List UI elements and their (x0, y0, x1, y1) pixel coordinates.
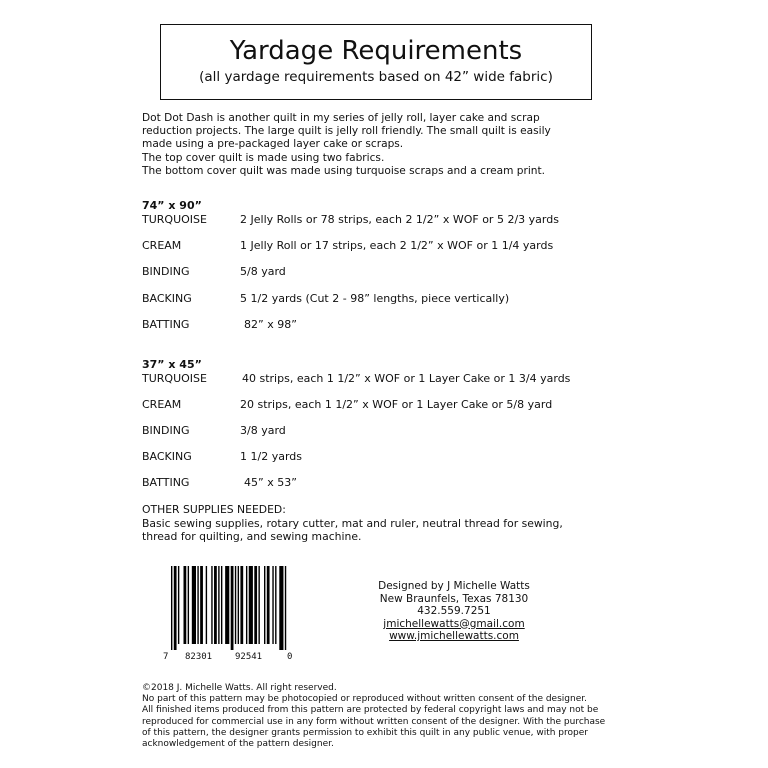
copyright-line: ©2018 J. Michelle Watts. All right reserved. (142, 683, 337, 693)
designer-name: Designed by J Michelle Watts (378, 580, 530, 592)
copyright-line: No part of this pattern may be photocopied or reproduced without written consent of the designer. (142, 694, 587, 705)
row-label: BACKING (142, 450, 192, 463)
barcode-bar (214, 566, 217, 644)
row-value: 82” x 98” (244, 318, 297, 331)
barcode-bar (235, 566, 236, 644)
intro-line: The bottom cover quilt was made using turquoise scraps and a cream print. (142, 164, 546, 177)
barcode-bar (254, 566, 257, 644)
small-quilt-heading: 37” x 45” (142, 358, 202, 371)
other-supplies-line: thread for quilting, and sewing machine. (142, 530, 362, 543)
intro-line: reduction projects. The large quilt is jelly roll friendly. The small quilt is easily (142, 125, 551, 138)
designer-website[interactable]: www.jmichellewatts.com (389, 630, 519, 642)
row-label: CREAM (142, 239, 182, 252)
barcode-bar (238, 566, 239, 644)
barcode-bar (211, 566, 212, 644)
row-label: BINDING (142, 424, 190, 437)
barcode-bar (192, 566, 196, 644)
row-value: 1 1/2 yards (240, 450, 302, 463)
barcode-digits (163, 652, 293, 664)
row-value: 2 Jelly Rolls or 78 strips, each 2 1/2” x WOF or 5 2/3 yards (240, 213, 559, 226)
row-label: BACKING (142, 292, 192, 305)
row-label: CREAM (142, 398, 182, 411)
copyright-line: reproduced for commercial use in any form without written consent of the designer. With the purchase (142, 716, 606, 727)
row-value: 3/8 yard (240, 424, 286, 437)
barcode-bar (197, 566, 198, 644)
barcode-bar (272, 566, 273, 644)
barcode-bar (218, 566, 219, 644)
row-label: TURQUOISE (142, 213, 207, 226)
barcode-digit: 7 (163, 652, 169, 662)
other-supplies-line: Basic sewing supplies, rotary cutter, mat and ruler, neutral thread for sewing, (142, 516, 563, 530)
designer-info (370, 580, 538, 643)
copyright-line: acknowledgement of the pattern designer. (142, 739, 334, 750)
barcode-digit: 0 (287, 652, 293, 662)
designer-email[interactable]: jmichellewatts@gmail.com (383, 617, 525, 630)
barcode-bar (225, 566, 229, 644)
barcode-bar (258, 566, 259, 644)
page-title: Yardage Requirements (229, 36, 523, 66)
other-supplies-heading: OTHER SUPPLIES NEEDED: (142, 503, 286, 516)
row-value: 5/8 yard (240, 265, 286, 278)
barcode-bar (183, 566, 186, 644)
barcode-bar (246, 566, 247, 644)
designer-phone: 432.559.7251 (417, 605, 491, 617)
row-label: BINDING (142, 265, 190, 278)
other-supplies (142, 503, 622, 544)
barcode-bar (188, 566, 189, 644)
barcode-bar (200, 566, 203, 644)
row-value: 1 Jelly Roll or 17 strips, each 2 1/2” x WOF or 1 1/4 yards (240, 239, 554, 252)
intro-line: The top cover quilt is made using two fabrics. (142, 151, 385, 164)
barcode (163, 566, 293, 664)
copyright-notice (142, 683, 622, 750)
barcode-bar (174, 566, 177, 650)
barcode-bar (206, 566, 207, 644)
barcode-bar (231, 566, 234, 650)
copyright-line: All finished items produced from this pattern are protected by federal copyright laws and may not be (142, 705, 599, 716)
barcode-bar (279, 566, 283, 650)
barcode-digit: 82301 (185, 652, 213, 662)
intro-line: made using a pre-packaged layer cake or scraps. (142, 138, 404, 151)
row-value: 45” x 53” (244, 476, 297, 489)
row-label: BATTING (142, 318, 190, 331)
barcode-digit: 92541 (235, 652, 263, 662)
title-box (160, 24, 592, 100)
barcode-bar (249, 566, 253, 644)
barcode-bar (285, 566, 286, 650)
intro-line: Dot Dot Dash is another quilt in my series of jelly roll, layer cake and scrap (142, 112, 540, 124)
barcode-bar (240, 566, 243, 644)
designer-location: New Braunfels, Texas 78130 (379, 592, 529, 605)
copyright-line: of this pattern, the designer grants permission to exhibit this quilt in any public venue, with proper (142, 727, 588, 738)
barcode-bar (275, 566, 276, 644)
row-value: 5 1/2 yards (Cut 2 - 98” lengths, piece vertically) (240, 292, 510, 305)
barcode-bar (171, 566, 172, 650)
large-quilt-heading: 74” x 90” (142, 199, 202, 212)
barcode-bars (171, 566, 289, 650)
barcode-bar (267, 566, 270, 644)
page-subtitle: (all yardage requirements based on 42” wide fabric) (199, 69, 553, 85)
intro-paragraph (142, 112, 612, 178)
row-label: BATTING (142, 476, 190, 489)
row-label: TURQUOISE (142, 372, 207, 385)
row-value: 20 strips, each 1 1/2” x WOF or 1 Layer Cake or 5/8 yard (240, 398, 553, 411)
barcode-bar (178, 566, 179, 644)
barcode-bar (221, 566, 222, 644)
barcode-bar (264, 566, 265, 644)
row-value: 40 strips, each 1 1/2” x WOF or 1 Layer Cake or 1 3/4 yards (242, 372, 571, 385)
